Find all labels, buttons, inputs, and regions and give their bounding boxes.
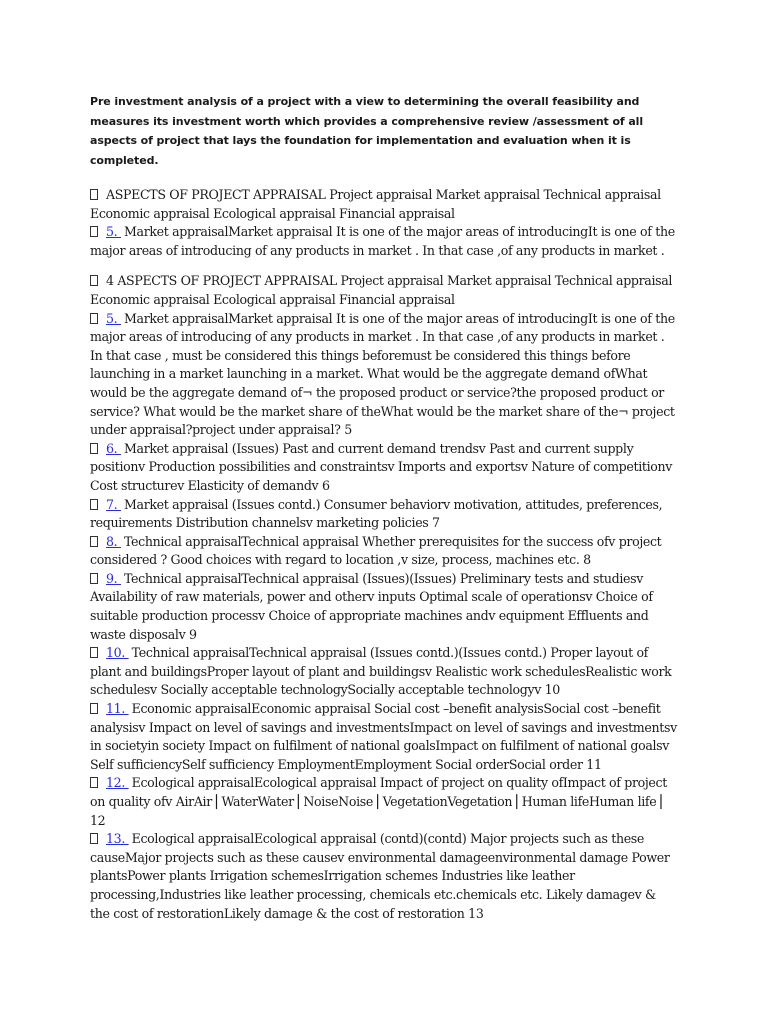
paragraph-text: 4 ASPECTS OF PROJECT APPRAISAL Project appraisal Market appraisal Technical appraisal Economic appraisal Ecological appraisal Financial appraisal	[90, 273, 673, 307]
checkbox-glyph-icon	[90, 573, 98, 584]
paragraph	[90, 774, 678, 830]
paragraph-text: Technical appraisalTechnical appraisal Whether prerequisites for the success ofv project considered ? Good choices with regard to location ,v size, process, machines etc. 8	[90, 533, 662, 568]
slide-link[interactable]: 8.	[106, 533, 121, 549]
checkbox-glyph-icon	[90, 777, 98, 788]
paragraph	[90, 496, 678, 533]
checkbox-glyph-icon	[90, 313, 98, 324]
paragraph-text: Ecological appraisalEcological appraisal (contd)(contd) Major projects such as these causeMajor projects such as these causev environmental damageenvironmental damage Power plantsPower plants Irrigation schemesIrrigation schemes Industries like leather processing,Industries like leather processing, chemicals etc.chemicals etc. Likely damagev & the cost of restorationLikely damage & the cost of restoration 13	[90, 831, 670, 921]
paragraph-text: Market appraisal (Issues contd.) Consumer behaviorv motivation, attitudes, preferences, requirements Distribution channelsv marketing policies 7	[90, 496, 663, 531]
checkbox-glyph-icon	[90, 833, 98, 844]
slide-link[interactable]: 5.	[106, 310, 121, 326]
paragraph-text: Market appraisal (Issues) Past and current demand trendsv Past and current supply positionv Production possibilities and constraintsv Imports and exportsv Nature of competitionv Cost structurev Elasticity of demandv 6	[90, 440, 673, 493]
checkbox-glyph-icon	[90, 443, 98, 454]
paragraph-text: Economic appraisalEconomic appraisal Social cost –benefit analysisSocial cost –benefit analysisv Impact on level of savings and investmentsImpact on level of savings and investmentsv in societyin society Impact on fulfilment of national goalsImpact on fulfilment of national goalsv Self sufficiencySelf sufficiency EmploymentEmployment Social orderSocial order 11	[90, 701, 677, 772]
checkbox-glyph-icon	[90, 647, 98, 658]
slide-link[interactable]: 11.	[106, 701, 129, 717]
paragraph-text: Technical appraisalTechnical appraisal (Issues contd.)(Issues contd.) Proper layout of plant and buildingsProper layout of plant and buildingsv Realistic work schedulesRealistic work schedulesv Socially acceptable technologySocially acceptable technologyv 10	[90, 645, 672, 698]
slide-link[interactable]: 13.	[106, 831, 129, 847]
document-page	[90, 92, 678, 923]
paragraph	[90, 310, 678, 440]
checkbox-glyph-icon	[90, 275, 98, 286]
checkbox-glyph-icon	[90, 226, 98, 237]
paragraph	[90, 830, 678, 923]
paragraph	[90, 700, 678, 774]
intro-paragraph: Pre investment analysis of a project with a view to determining the overall feasibility and measures its investment worth which provides a comprehensive review /assessment of all aspects of project that lays the foundation for implementation and evaluation when it is completed.	[90, 95, 643, 167]
slide-link[interactable]: 10.	[106, 645, 129, 661]
paragraph	[90, 223, 678, 260]
paragraph	[90, 570, 678, 644]
paragraph	[90, 272, 678, 309]
paragraph-text: Technical appraisalTechnical appraisal (Issues)(Issues) Preliminary tests and studiesv Availability of raw materials, power and otherv inputs Optimal scale of operationsv Choice of suitable production processv Choice of appropriate machines andv equipment Effluents and waste disposalv 9	[90, 570, 653, 642]
slide-link[interactable]: 9.	[106, 570, 121, 586]
checkbox-glyph-icon	[90, 499, 98, 510]
checkbox-glyph-icon	[90, 189, 98, 200]
slide-link[interactable]: 6.	[106, 440, 121, 456]
paragraph-text: ASPECTS OF PROJECT APPRAISAL Project appraisal Market appraisal Technical appraisal Economic appraisal Ecological appraisal Financial appraisal	[90, 187, 661, 221]
paragraph-text: Ecological appraisalEcological appraisal Impact of project on quality ofImpact of project on quality ofv AirAir⎥ WaterWater⎥ NoiseNoise⎥ VegetationVegetation⎥ Human lifeHuman life⎥ 12	[90, 775, 667, 828]
slide-link[interactable]: 7.	[106, 496, 121, 512]
paragraph-gap	[90, 260, 678, 272]
paragraph-text: Market appraisalMarket appraisal It is one of the major areas of introducingIt is one of the major areas of introducing of any products in market . In that case ,of any products in market . In that case , must be considered this things beforemust be considered this things before launching in a market launching in a market. What would be the aggregate demand ofWhat would be the aggregate demand of¬ the proposed product or service?the proposed product or service? What would be the market share of theWhat would be the market share of the¬ project under appraisal?project under appraisal? 5	[90, 310, 675, 438]
paragraph	[90, 533, 678, 570]
paragraph	[90, 644, 678, 700]
paragraph	[90, 440, 678, 496]
slide-link[interactable]: 5.	[106, 224, 121, 240]
checkbox-glyph-icon	[90, 536, 98, 547]
checkbox-glyph-icon	[90, 703, 98, 714]
paragraph-text: Market appraisalMarket appraisal It is one of the major areas of introducingIt is one of the major areas of introducing of any products in market . In that case ,of any products in market .	[90, 224, 675, 258]
slide-link[interactable]: 12.	[106, 775, 129, 791]
paragraph	[90, 186, 678, 223]
